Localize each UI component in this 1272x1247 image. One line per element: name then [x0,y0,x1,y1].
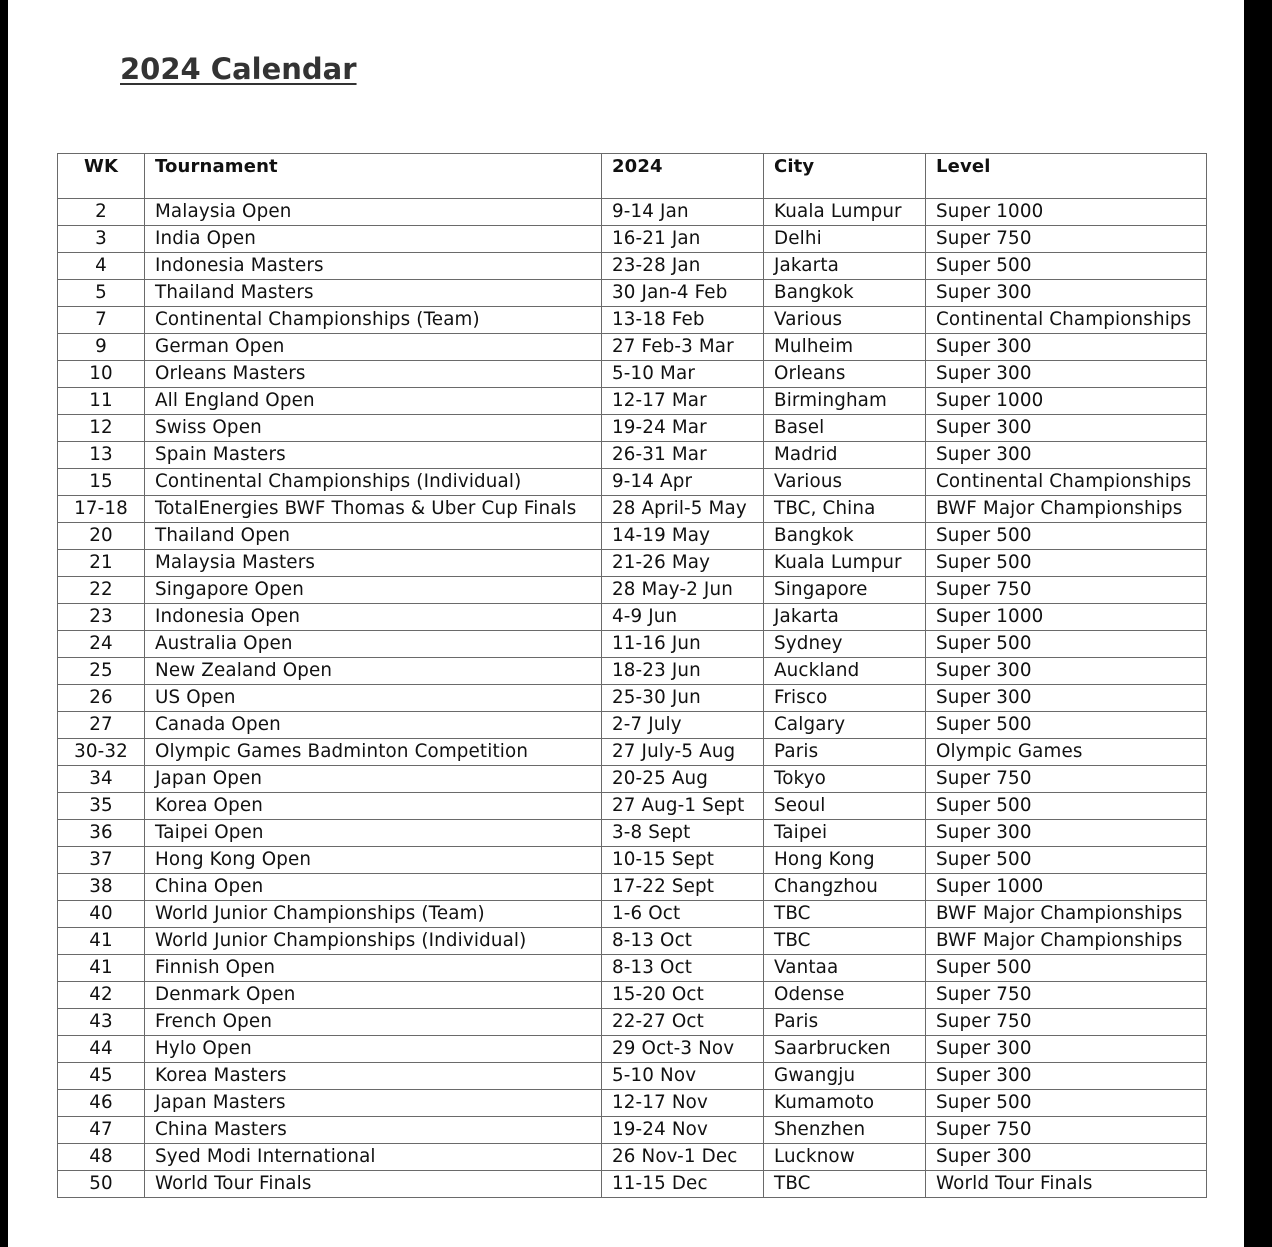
column-header-wk: WK [58,154,145,199]
cell-city: Singapore [764,577,926,604]
cell-wk: 30-32 [58,739,145,766]
cell-wk: 37 [58,847,145,874]
cell-dates: 2-7 July [602,712,764,739]
cell-level: Super 1000 [926,388,1207,415]
page-title: 2024 Calendar [120,52,357,86]
cell-city: Vantaa [764,955,926,982]
cell-city: Madrid [764,442,926,469]
cell-dates: 17-22 Sept [602,874,764,901]
cell-wk: 45 [58,1063,145,1090]
cell-city: Sydney [764,631,926,658]
cell-level: Super 500 [926,1090,1207,1117]
cell-tournament: China Open [145,874,602,901]
cell-tournament: Continental Championships (Individual) [145,469,602,496]
cell-city: Tokyo [764,766,926,793]
cell-tournament: Taipei Open [145,820,602,847]
cell-city: Frisco [764,685,926,712]
cell-tournament: US Open [145,685,602,712]
cell-wk: 35 [58,793,145,820]
cell-city: TBC [764,928,926,955]
cell-city: Kumamoto [764,1090,926,1117]
cell-city: Gwangju [764,1063,926,1090]
cell-wk: 13 [58,442,145,469]
column-header-tournament: Tournament [145,154,602,199]
table-row [58,847,1207,874]
cell-level: Super 300 [926,442,1207,469]
cell-tournament: TotalEnergies BWF Thomas & Uber Cup Finals [145,496,602,523]
cell-level: Super 300 [926,658,1207,685]
table-row [58,496,1207,523]
cell-dates: 5-10 Nov [602,1063,764,1090]
cell-tournament: Spain Masters [145,442,602,469]
cell-level: Super 500 [926,631,1207,658]
cell-city: Various [764,307,926,334]
cell-level: Super 500 [926,793,1207,820]
table-row [58,955,1207,982]
document-page [8,0,1244,1247]
table-row [58,604,1207,631]
cell-level: Continental Championships [926,469,1207,496]
cell-level: BWF Major Championships [926,901,1207,928]
cell-dates: 27 Feb-3 Mar [602,334,764,361]
cell-city: Jakarta [764,604,926,631]
cell-wk: 41 [58,955,145,982]
cell-dates: 21-26 May [602,550,764,577]
cell-level: Super 750 [926,766,1207,793]
cell-tournament: Swiss Open [145,415,602,442]
cell-wk: 21 [58,550,145,577]
cell-wk: 44 [58,1036,145,1063]
cell-level: Super 300 [926,1036,1207,1063]
column-header-city: City [764,154,926,199]
cell-dates: 8-13 Oct [602,955,764,982]
cell-level: Super 500 [926,253,1207,280]
cell-level: Super 300 [926,820,1207,847]
cell-wk: 10 [58,361,145,388]
cell-dates: 30 Jan-4 Feb [602,280,764,307]
table-row [58,469,1207,496]
table-row [58,658,1207,685]
cell-city: Taipei [764,820,926,847]
cell-dates: 26-31 Mar [602,442,764,469]
cell-city: Shenzhen [764,1117,926,1144]
cell-wk: 46 [58,1090,145,1117]
table-row [58,550,1207,577]
cell-dates: 11-15 Dec [602,1171,764,1198]
cell-tournament: Korea Masters [145,1063,602,1090]
table-row [58,226,1207,253]
table-row [58,307,1207,334]
cell-tournament: Olympic Games Badminton Competition [145,739,602,766]
cell-wk: 34 [58,766,145,793]
cell-dates: 11-16 Jun [602,631,764,658]
cell-city: Mulheim [764,334,926,361]
cell-tournament: Malaysia Open [145,199,602,226]
cell-level: Super 750 [926,226,1207,253]
table-row [58,199,1207,226]
cell-dates: 28 April-5 May [602,496,764,523]
table-row [58,766,1207,793]
cell-dates: 15-20 Oct [602,982,764,1009]
cell-city: Auckland [764,658,926,685]
cell-tournament: World Tour Finals [145,1171,602,1198]
cell-city: Calgary [764,712,926,739]
table-row [58,631,1207,658]
cell-wk: 2 [58,199,145,226]
cell-wk: 11 [58,388,145,415]
cell-wk: 9 [58,334,145,361]
table-row [58,1009,1207,1036]
cell-city: Orleans [764,361,926,388]
table-row [58,1171,1207,1198]
cell-level: Super 750 [926,1009,1207,1036]
table-row [58,793,1207,820]
cell-dates: 12-17 Nov [602,1090,764,1117]
cell-wk: 20 [58,523,145,550]
cell-dates: 9-14 Apr [602,469,764,496]
table-row [58,1036,1207,1063]
table-row [58,928,1207,955]
cell-dates: 18-23 Jun [602,658,764,685]
cell-tournament: Thailand Open [145,523,602,550]
cell-tournament: German Open [145,334,602,361]
cell-wk: 3 [58,226,145,253]
cell-tournament: Finnish Open [145,955,602,982]
cell-dates: 20-25 Aug [602,766,764,793]
table-row [58,982,1207,1009]
cell-tournament: Hylo Open [145,1036,602,1063]
cell-tournament: Australia Open [145,631,602,658]
cell-city: Various [764,469,926,496]
cell-city: Bangkok [764,523,926,550]
table-row [58,361,1207,388]
table-row [58,415,1207,442]
cell-dates: 12-17 Mar [602,388,764,415]
table-row [58,1117,1207,1144]
cell-wk: 4 [58,253,145,280]
table-row [58,1090,1207,1117]
cell-city: Seoul [764,793,926,820]
cell-dates: 10-15 Sept [602,847,764,874]
cell-wk: 42 [58,982,145,1009]
cell-dates: 23-28 Jan [602,253,764,280]
cell-tournament: Hong Kong Open [145,847,602,874]
table-row [58,685,1207,712]
cell-city: Paris [764,1009,926,1036]
cell-level: Super 500 [926,523,1207,550]
cell-level: BWF Major Championships [926,496,1207,523]
cell-city: TBC [764,901,926,928]
cell-dates: 19-24 Mar [602,415,764,442]
cell-city: Kuala Lumpur [764,199,926,226]
calendar-table [57,153,1207,1198]
cell-tournament: Denmark Open [145,982,602,1009]
cell-tournament: World Junior Championships (Individual) [145,928,602,955]
cell-tournament: Korea Open [145,793,602,820]
cell-city: Lucknow [764,1144,926,1171]
cell-level: Super 1000 [926,199,1207,226]
cell-tournament: Indonesia Open [145,604,602,631]
cell-tournament: Canada Open [145,712,602,739]
cell-level: Super 1000 [926,604,1207,631]
cell-dates: 5-10 Mar [602,361,764,388]
cell-tournament: Singapore Open [145,577,602,604]
cell-dates: 3-8 Sept [602,820,764,847]
cell-level: Super 300 [926,685,1207,712]
cell-city: Birmingham [764,388,926,415]
cell-level: Super 300 [926,334,1207,361]
cell-city: TBC, China [764,496,926,523]
cell-wk: 23 [58,604,145,631]
cell-tournament: China Masters [145,1117,602,1144]
cell-tournament: Syed Modi International [145,1144,602,1171]
table-row [58,1144,1207,1171]
cell-dates: 13-18 Feb [602,307,764,334]
table-row [58,739,1207,766]
cell-wk: 38 [58,874,145,901]
cell-level: Super 300 [926,1144,1207,1171]
table-row [58,874,1207,901]
table-header-row [58,154,1207,199]
table-row [58,442,1207,469]
cell-wk: 40 [58,901,145,928]
cell-dates: 26 Nov-1 Dec [602,1144,764,1171]
cell-dates: 19-24 Nov [602,1117,764,1144]
table-row [58,1063,1207,1090]
cell-wk: 12 [58,415,145,442]
cell-tournament: All England Open [145,388,602,415]
cell-tournament: India Open [145,226,602,253]
cell-dates: 22-27 Oct [602,1009,764,1036]
cell-level: Super 750 [926,1117,1207,1144]
cell-dates: 27 July-5 Aug [602,739,764,766]
cell-tournament: Japan Masters [145,1090,602,1117]
cell-city: Delhi [764,226,926,253]
cell-tournament: Indonesia Masters [145,253,602,280]
cell-wk: 17-18 [58,496,145,523]
cell-wk: 15 [58,469,145,496]
table-row [58,901,1207,928]
cell-tournament: World Junior Championships (Team) [145,901,602,928]
cell-level: Continental Championships [926,307,1207,334]
cell-wk: 25 [58,658,145,685]
cell-tournament: Malaysia Masters [145,550,602,577]
cell-dates: 14-19 May [602,523,764,550]
cell-dates: 25-30 Jun [602,685,764,712]
cell-city: Changzhou [764,874,926,901]
table-row [58,388,1207,415]
cell-dates: 27 Aug-1 Sept [602,793,764,820]
cell-city: TBC [764,1171,926,1198]
cell-tournament: Thailand Masters [145,280,602,307]
cell-dates: 4-9 Jun [602,604,764,631]
cell-tournament: French Open [145,1009,602,1036]
cell-level: Super 500 [926,550,1207,577]
cell-tournament: Continental Championships (Team) [145,307,602,334]
cell-level: World Tour Finals [926,1171,1207,1198]
cell-level: Super 300 [926,1063,1207,1090]
table-body [58,199,1207,1198]
cell-wk: 26 [58,685,145,712]
cell-wk: 24 [58,631,145,658]
cell-level: Olympic Games [926,739,1207,766]
table-row [58,523,1207,550]
cell-level: Super 500 [926,955,1207,982]
cell-city: Bangkok [764,280,926,307]
table-row [58,280,1207,307]
table-row [58,577,1207,604]
cell-city: Basel [764,415,926,442]
cell-level: Super 750 [926,982,1207,1009]
cell-city: Kuala Lumpur [764,550,926,577]
cell-tournament: Orleans Masters [145,361,602,388]
cell-wk: 36 [58,820,145,847]
cell-wk: 48 [58,1144,145,1171]
cell-tournament: New Zealand Open [145,658,602,685]
column-header-year: 2024 [602,154,764,199]
table-row [58,253,1207,280]
cell-city: Saarbrucken [764,1036,926,1063]
cell-wk: 27 [58,712,145,739]
cell-level: Super 500 [926,712,1207,739]
column-header-level: Level [926,154,1207,199]
cell-level: Super 300 [926,361,1207,388]
cell-wk: 43 [58,1009,145,1036]
cell-level: Super 300 [926,415,1207,442]
cell-wk: 5 [58,280,145,307]
cell-wk: 41 [58,928,145,955]
cell-city: Paris [764,739,926,766]
table-row [58,334,1207,361]
cell-level: Super 750 [926,577,1207,604]
table-row [58,712,1207,739]
cell-wk: 7 [58,307,145,334]
cell-dates: 29 Oct-3 Nov [602,1036,764,1063]
cell-level: Super 300 [926,280,1207,307]
cell-city: Hong Kong [764,847,926,874]
cell-dates: 9-14 Jan [602,199,764,226]
cell-dates: 16-21 Jan [602,226,764,253]
cell-wk: 47 [58,1117,145,1144]
cell-city: Jakarta [764,253,926,280]
cell-level: Super 1000 [926,874,1207,901]
cell-wk: 50 [58,1171,145,1198]
cell-city: Odense [764,982,926,1009]
cell-tournament: Japan Open [145,766,602,793]
cell-dates: 8-13 Oct [602,928,764,955]
cell-level: BWF Major Championships [926,928,1207,955]
table-row [58,820,1207,847]
cell-dates: 1-6 Oct [602,901,764,928]
cell-dates: 28 May-2 Jun [602,577,764,604]
cell-level: Super 500 [926,847,1207,874]
cell-wk: 22 [58,577,145,604]
